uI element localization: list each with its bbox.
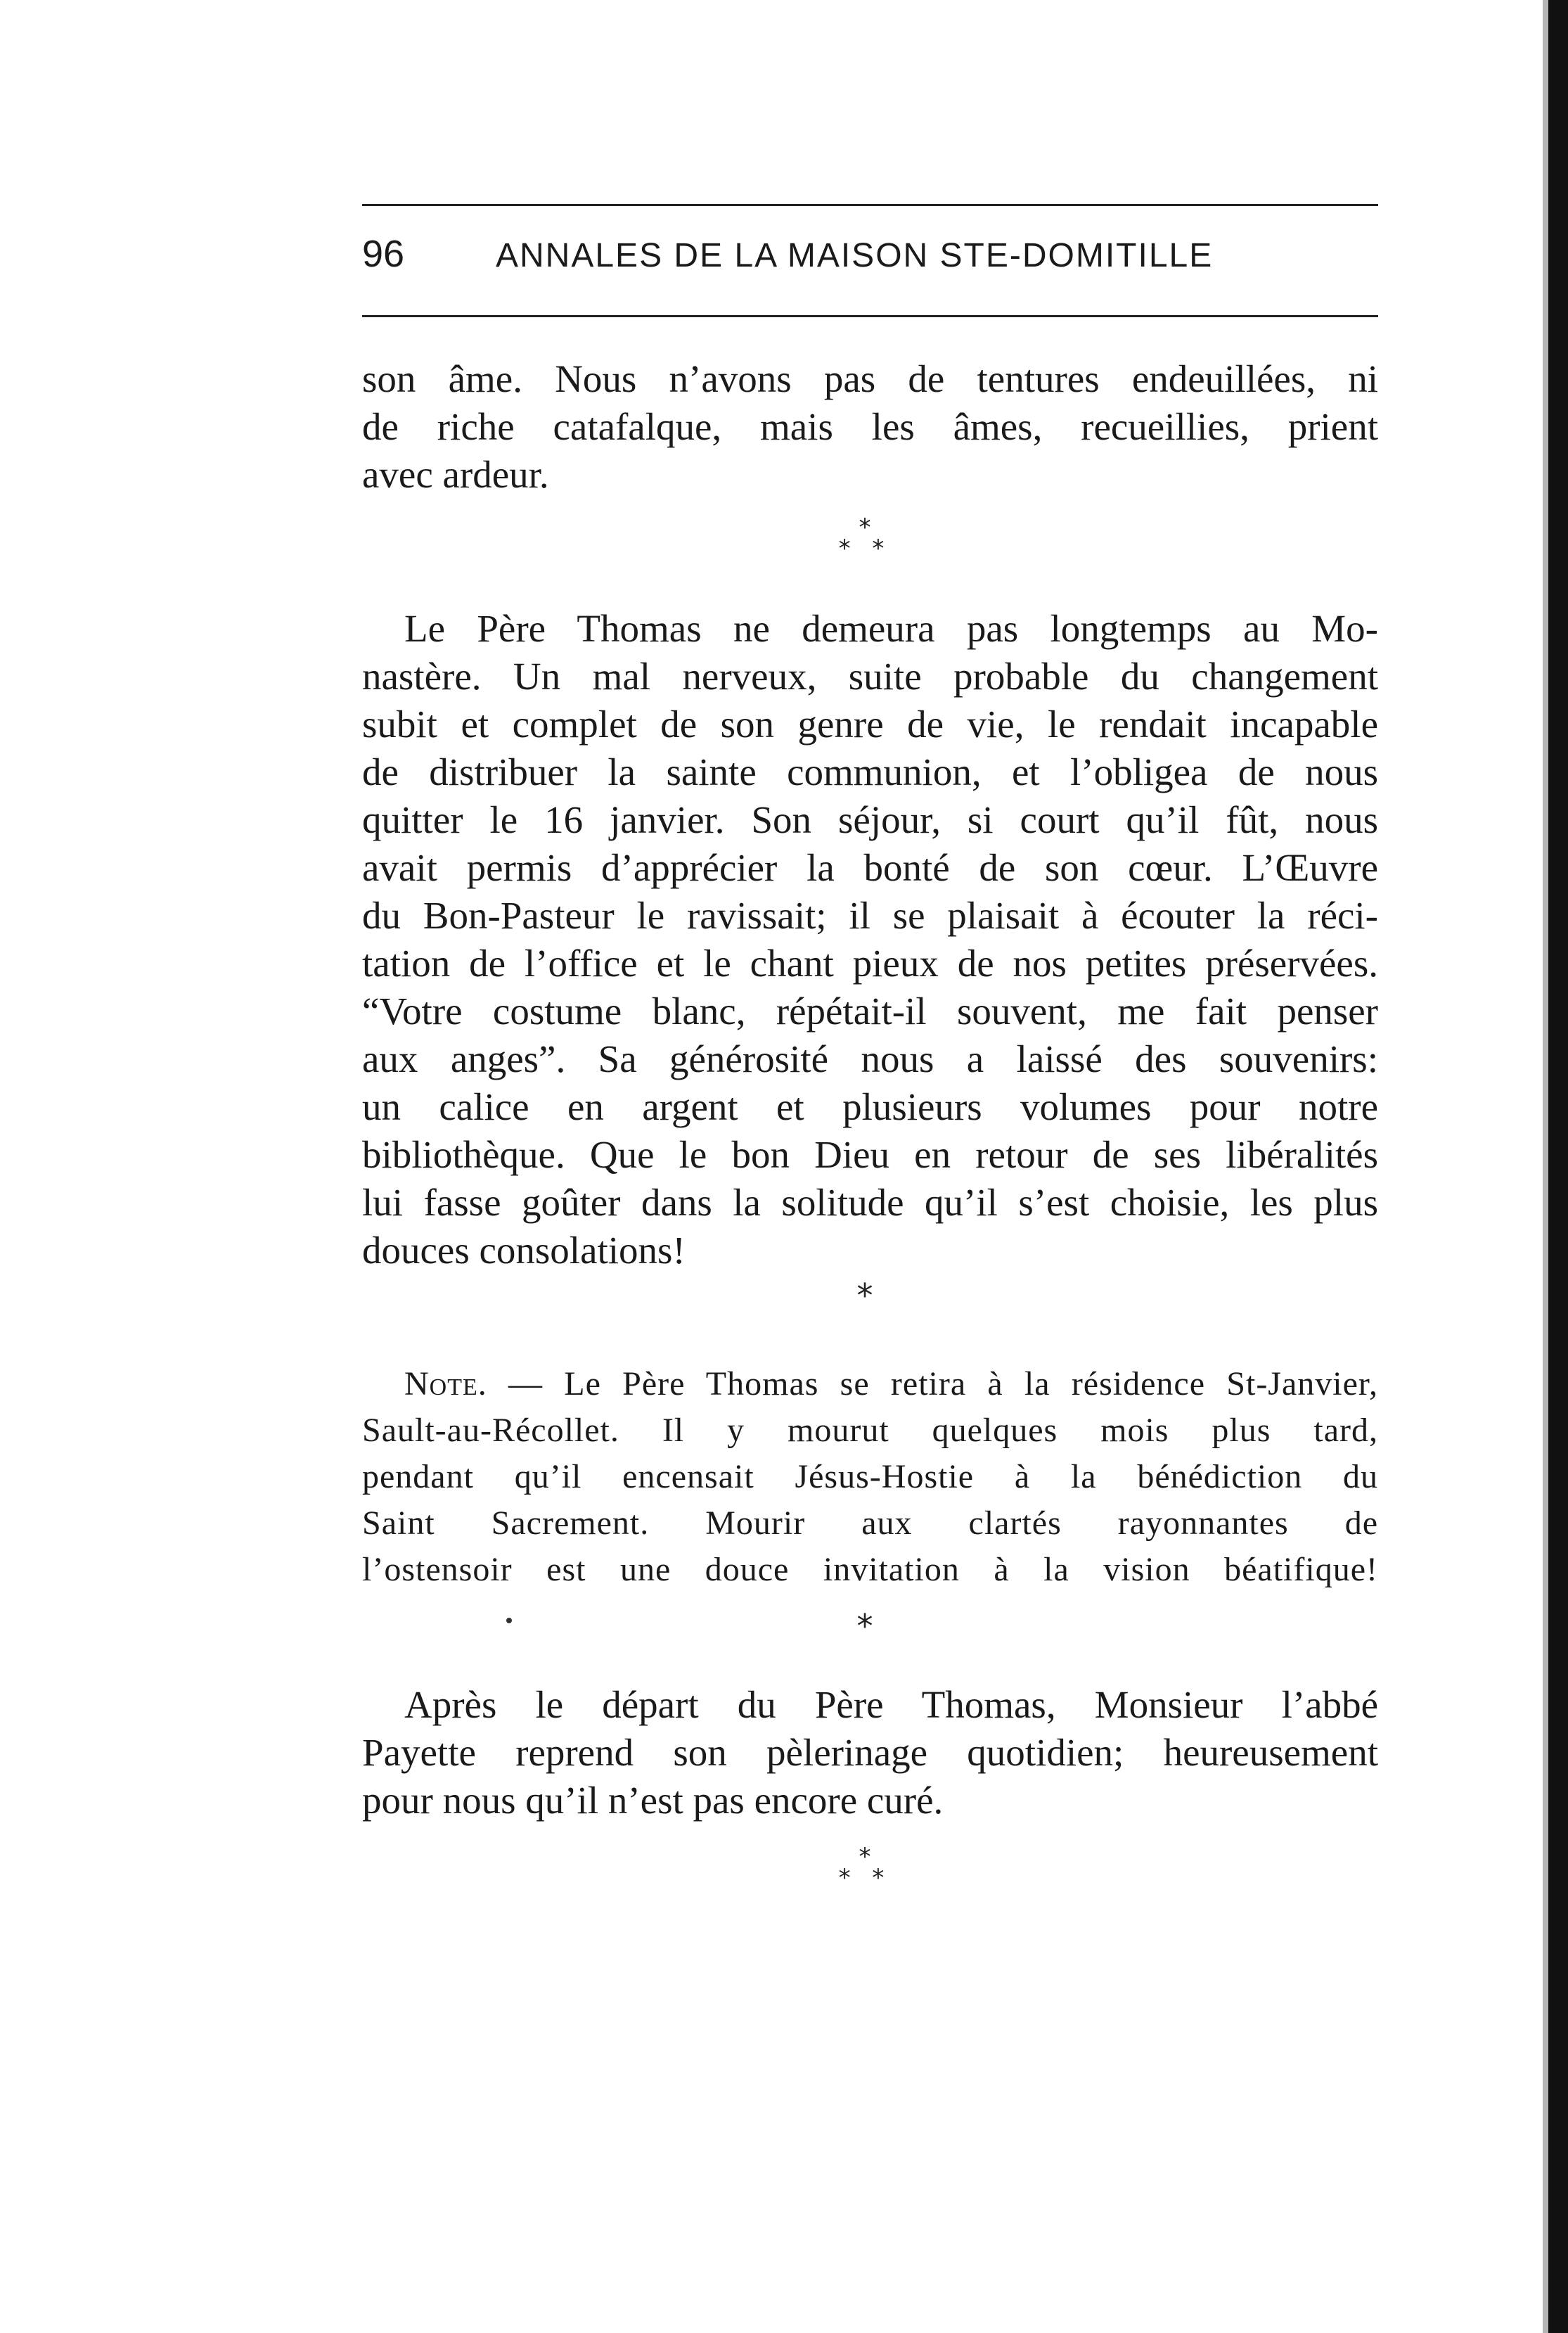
text-line: Le Père Thomas ne demeura pas longtemps au Mo- bbox=[404, 607, 1378, 650]
text-line: bibliothèque. Que le bon Dieu en retour de ses libéralités bbox=[362, 1133, 1378, 1176]
text-line: subit et complet de son genre de vie, le rendait incapable bbox=[362, 703, 1378, 746]
text-line: aux anges”. Sa générosité nous a laissé des souvenirs: bbox=[362, 1037, 1378, 1080]
footnote bbox=[362, 1361, 1378, 1593]
header-rule-top bbox=[362, 204, 1378, 206]
running-title: ANNALES DE LA MAISON STE-DOMITILLE bbox=[496, 237, 1214, 274]
asterism-bottom: * * bbox=[838, 535, 892, 563]
paragraph-3 bbox=[362, 1681, 1378, 1824]
text-line: de distribuer la sainte communion, et l’obligea de nous bbox=[362, 750, 1378, 793]
text-line: de riche catafalque, mais les âmes, recueillies, prient bbox=[362, 405, 1378, 448]
note-line: Sault-au-Récollet. Il y mourut quelques mois plus tard, bbox=[362, 1412, 1378, 1449]
star-ornament-1: * bbox=[856, 1277, 873, 1315]
running-head bbox=[362, 232, 1378, 295]
note-line: pendant qu’il encensait Jésus-Hostie à la bénédiction du bbox=[362, 1458, 1378, 1495]
asterism-top: * bbox=[859, 1843, 871, 1871]
stray-ink-dot bbox=[506, 1618, 512, 1623]
header-rule-bottom bbox=[362, 315, 1378, 317]
paragraph-1 bbox=[362, 355, 1378, 499]
text-line: douces consolations! bbox=[362, 1229, 686, 1272]
note-line: Saint Sacrement. Mourir aux clartés rayonnantes de bbox=[362, 1504, 1378, 1542]
asterism-top: * bbox=[859, 513, 871, 542]
note-line: l’ostensoir est une douce invitation à la vision béatifique! bbox=[362, 1551, 1378, 1588]
text-line: quitter le 16 janvier. Son séjour, si court qu’il fût, nous bbox=[362, 798, 1378, 841]
text-line: “Votre costume blanc, répétait-il souvent, me fait penser bbox=[362, 990, 1378, 1033]
asterism-ornament-1 bbox=[830, 513, 900, 563]
note-line-text: — Le Père Thomas se retira à la résidence St-Janvier, bbox=[487, 1365, 1378, 1402]
text-line: Après le départ du Père Thomas, Monsieur l’abbé bbox=[404, 1683, 1378, 1726]
star-ornament-2: * bbox=[856, 1607, 873, 1645]
text-line: avait permis d’apprécier la bonté de son cœur. L’Œuvre bbox=[362, 846, 1378, 889]
text-line: pour nous qu’il n’est pas encore curé. bbox=[362, 1779, 944, 1822]
page-edge-shadow bbox=[1543, 0, 1548, 2333]
text-line: avec ardeur. bbox=[362, 453, 549, 496]
asterism-bottom: * * bbox=[838, 1864, 892, 1892]
page-number: 96 bbox=[362, 233, 405, 275]
paragraph-2 bbox=[362, 605, 1378, 1274]
note-line bbox=[362, 1361, 1378, 1407]
text-line: nastère. Un mal nerveux, suite probable du changement bbox=[362, 655, 1378, 698]
text-line: lui fasse goûter dans la solitude qu’il s’est choisie, les plus bbox=[362, 1181, 1378, 1224]
asterism-ornament-2 bbox=[830, 1843, 900, 1892]
text-line: son âme. Nous n’avons pas de tentures endeuillées, ni bbox=[362, 357, 1378, 400]
note-label: Note. bbox=[404, 1365, 487, 1402]
text-line: Payette reprend son pèlerinage quotidien; heureusement bbox=[362, 1731, 1378, 1774]
text-line: tation de l’office et le chant pieux de nos petites préservées. bbox=[362, 942, 1378, 985]
text-line: un calice en argent et plusieurs volumes pour notre bbox=[362, 1085, 1378, 1128]
text-line: du Bon-Pasteur le ravissait; il se plaisait à écouter la réci- bbox=[362, 894, 1378, 937]
page-edge bbox=[1548, 0, 1568, 2333]
